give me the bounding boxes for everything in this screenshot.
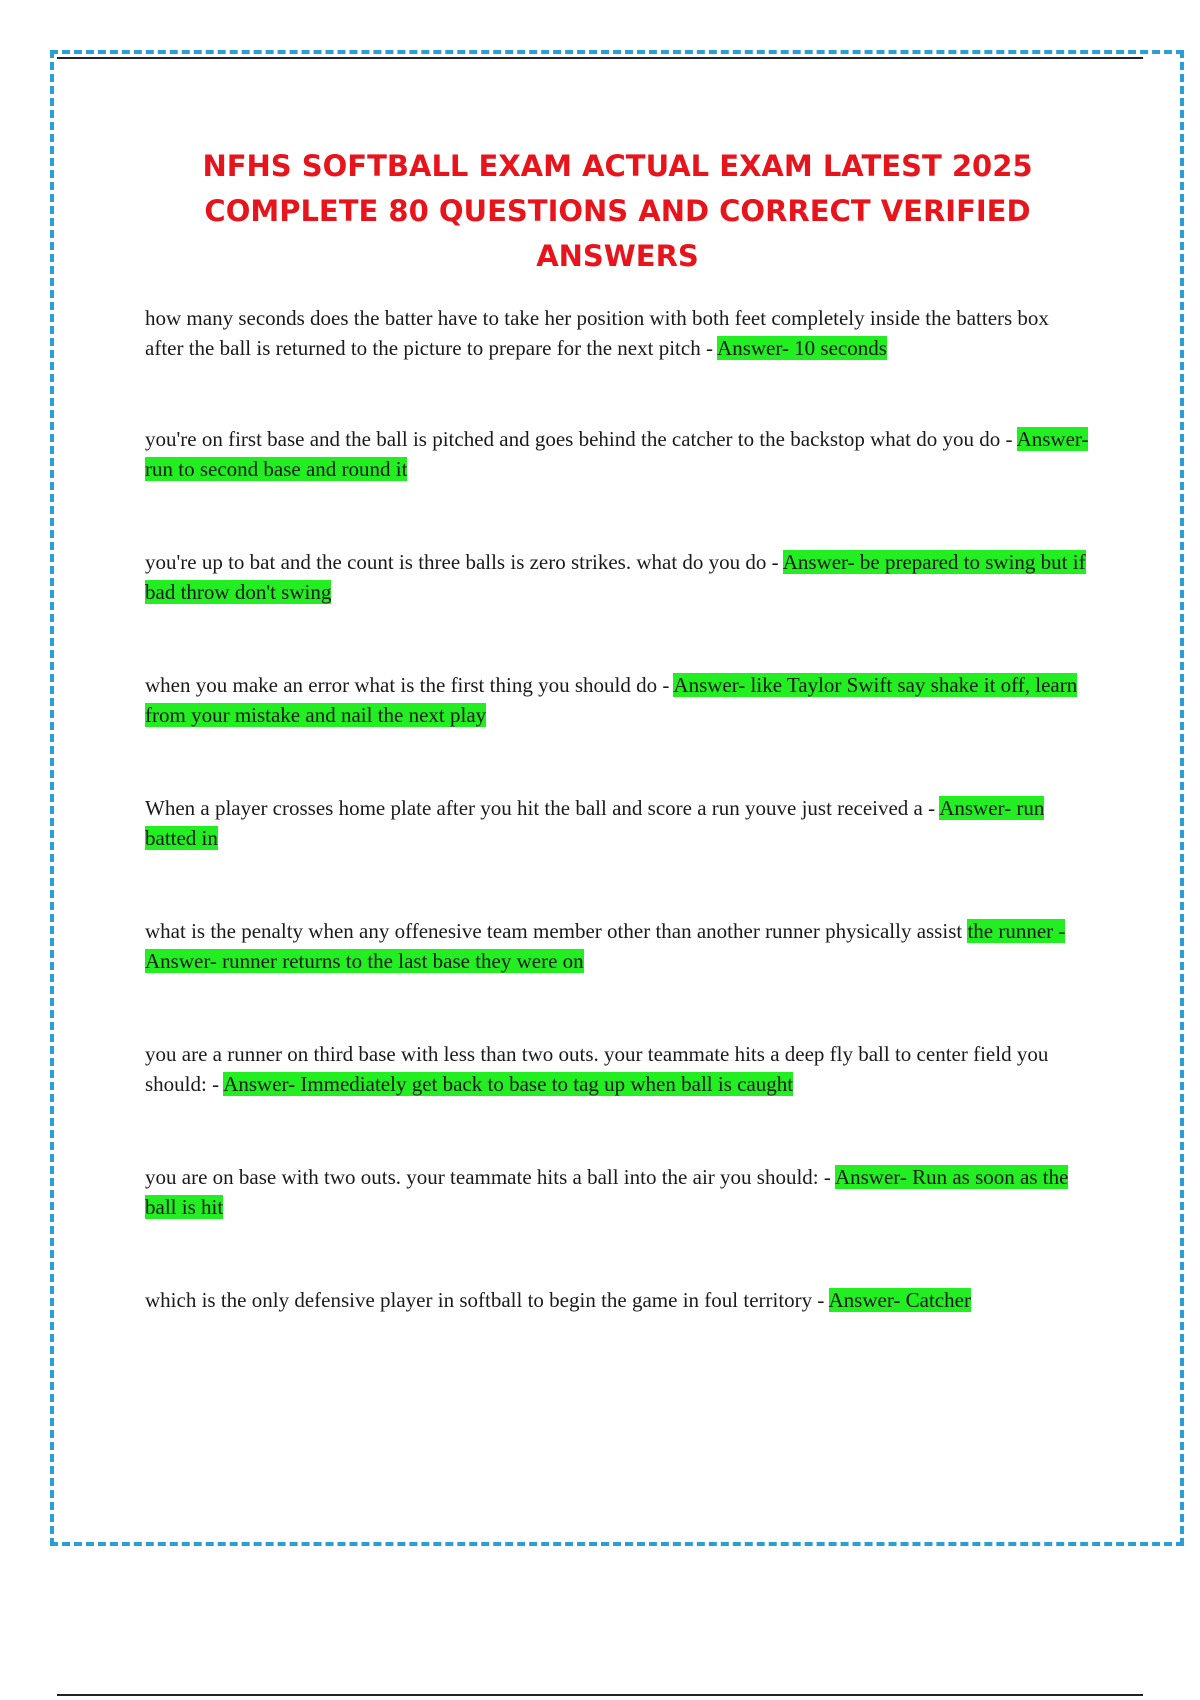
answer-highlight: Answer- be prepared to swing but if bad throw don't swing	[145, 550, 1086, 604]
question-text: how many seconds does the batter have to take her position with both feet completely inside the batters box after the ball is returned to the picture to prepare for the next pitch -	[145, 306, 1049, 360]
answer-highlight: Answer- 10 seconds	[717, 336, 887, 360]
question-item-9	[145, 1285, 1090, 1315]
document-title: NFHS SOFTBALL EXAM ACTUAL EXAM LATEST 2025 COMPLETE 80 QUESTIONS AND CORRECT VERIFIED ANSWERS	[202, 149, 1033, 273]
header-rule	[57, 57, 1143, 59]
question-item-6	[145, 916, 1090, 976]
question-item-4	[145, 670, 1090, 730]
answer-highlight: Answer- run to second base and round it	[145, 427, 1089, 481]
question-text: you are a runner on third base with less than two outs. your teammate hits a deep fly ball to center field you should: -	[145, 1042, 1049, 1096]
answer-highlight: Answer- Run as soon as the ball is hit	[145, 1165, 1069, 1219]
question-item-5	[145, 793, 1090, 853]
question-text: what is the penalty when any offenesive team member other than another runner physically assist	[145, 919, 968, 943]
question-text: you're up to bat and the count is three balls is zero strikes. what do you do -	[145, 550, 783, 574]
question-item-3	[145, 547, 1090, 607]
answer-highlight: Answer- Immediately get back to base to tag up when ball is caught	[223, 1072, 794, 1096]
answer-highlight: Answer- Catcher	[828, 1288, 971, 1312]
question-item-2	[145, 424, 1090, 484]
question-text: which is the only defensive player in softball to begin the game in foul territory -	[145, 1288, 829, 1312]
question-text: When a player crosses home plate after you hit the ball and score a run youve just received a -	[145, 796, 940, 820]
question-list	[145, 303, 1090, 1315]
question-item-7	[145, 1039, 1090, 1099]
answer-highlight: Answer- like Taylor Swift say shake it off, learn from your mistake and nail the next play	[145, 673, 1078, 727]
question-text: you're on first base and the ball is pitched and goes behind the catcher to the backstop what do you do -	[145, 427, 1017, 451]
question-item-1	[145, 303, 1090, 363]
question-text: when you make an error what is the first thing you should do -	[145, 673, 674, 697]
question-item-8	[145, 1162, 1090, 1222]
question-text: you are on base with two outs. your teammate hits a ball into the air you should: -	[145, 1165, 835, 1189]
answer-highlight: Answer- run batted in	[145, 796, 1045, 850]
footer-rule	[57, 1694, 1143, 1696]
answer-highlight: the runner - Answer- runner returns to the last base they were on	[145, 919, 1066, 973]
